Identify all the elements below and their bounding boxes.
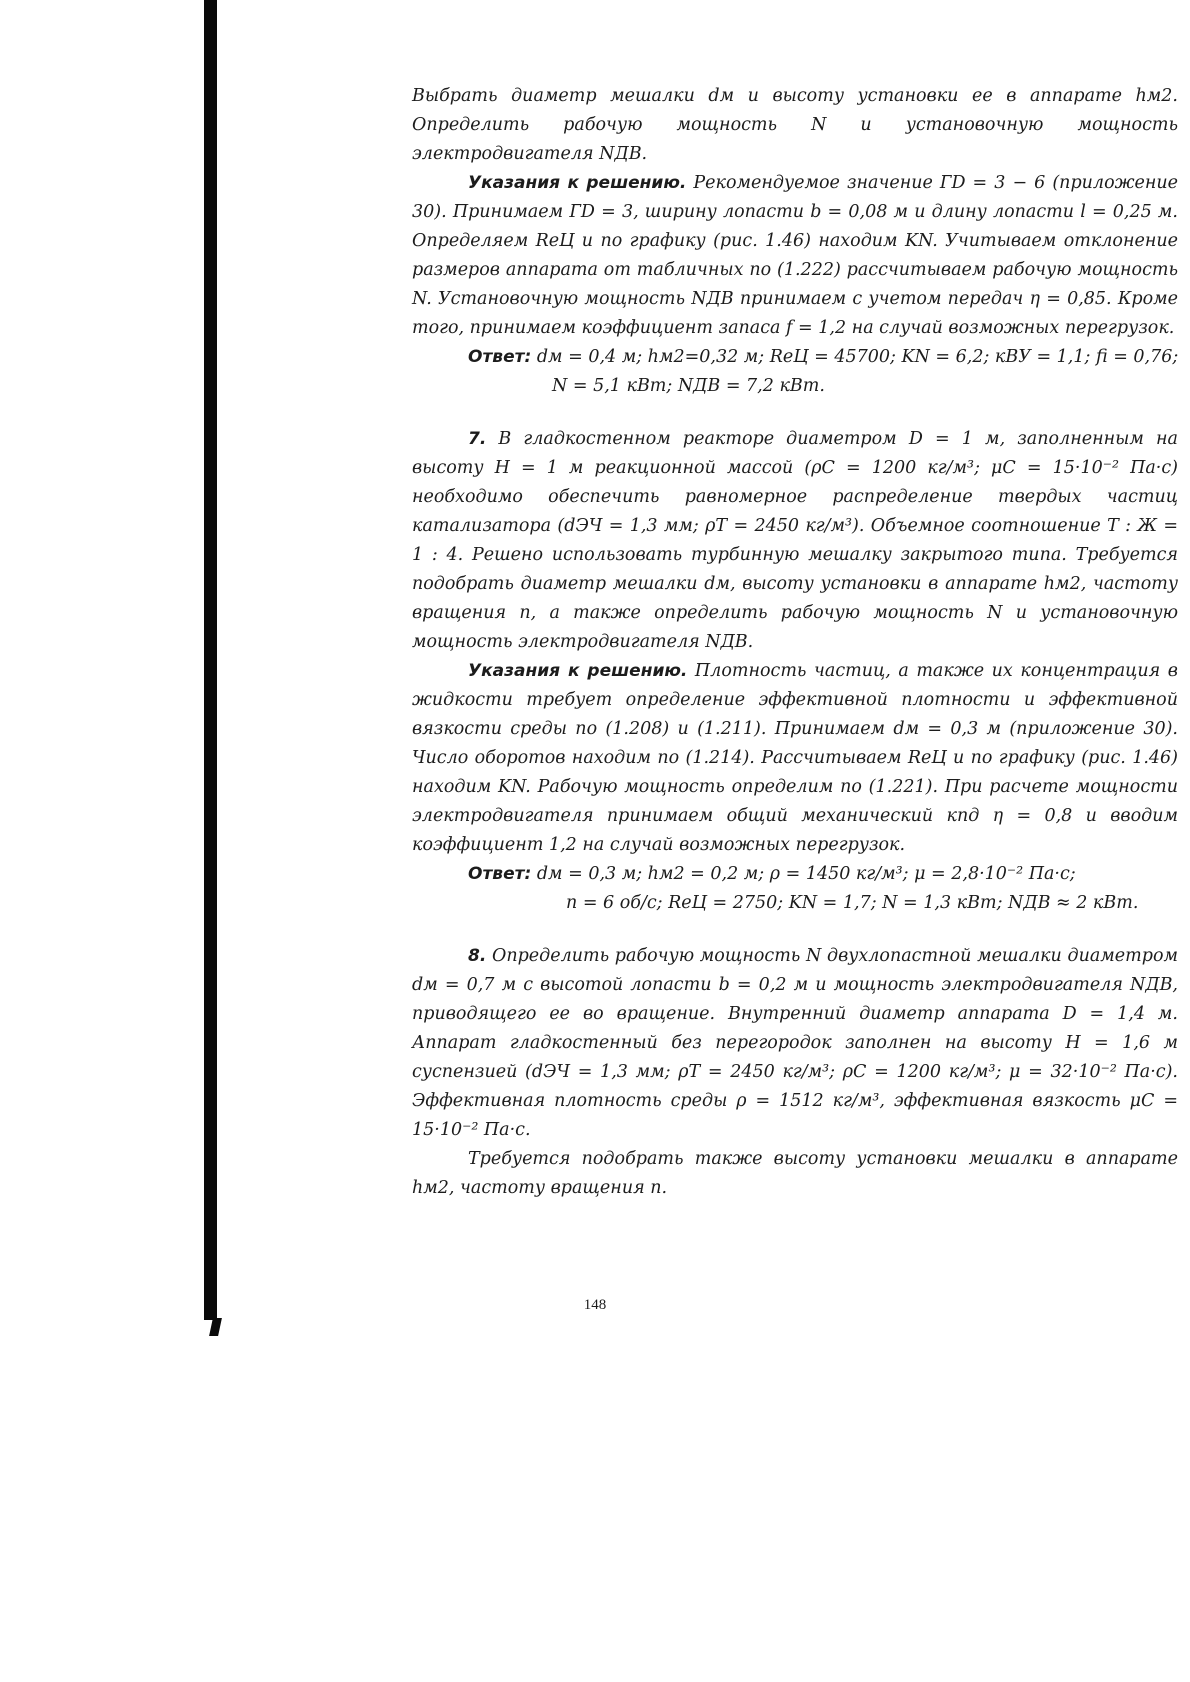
answer-2	[412, 860, 1178, 918]
task-8-number: 8.	[468, 946, 487, 966]
answer-2-line-1	[412, 860, 1178, 889]
hint-2-text: Плотность частиц, а также их концентрация в жидкости требует определение эффективной плотности и эффективной вязкости среды по (1.208) и (1.211). Принимаем dм = 0,3 м (приложение 30). Число оборотов находим по (1.214). Рассчитываем ReЦ и по графику (рис. 1.46) находим KN. Рабочую мощность определим по (1.221). При расчете мощности электродвигателя принимаем общий механический кпд η = 0,8 и вводим коэффициент 1,2 на случай возможных перегрузок.	[412, 661, 1178, 855]
answer-2-line-2: n = 6 об/с; ReЦ = 2750; KN = 1,7; N = 1,3 кВт; NДВ ≈ 2 кВт.	[566, 893, 1139, 913]
answer-1-line-1	[412, 343, 1178, 372]
paragraph-task-8	[412, 942, 1178, 1145]
paragraph-hint-2	[412, 657, 1178, 860]
hint-1-text: Рекомендуемое значение ГD = 3 − 6 (приложение 30). Принимаем ГD = 3, ширину лопасти b = 0,08 м и длину лопасти l = 0,25 м. Определяем ReЦ и по графику (рис. 1.46) находим KN. Учитываем отклонение размеров аппарата от табличных по (1.222) рассчитываем рабочую мощность N. Установочную мощность NДВ принимаем с учетом передач η = 0,85. Кроме того, принимаем коэффициент запаса f = 1,2 на случай возможных перегрузок.	[412, 173, 1179, 338]
task-8-text: Определить рабочую мощность N двухлопастной мешалки диаметром dм = 0,7 м с высотой лопасти b = 0,2 м и мощность электродвигателя NДВ, приводящего ее во вращение. Внутренний диаметр аппарата D = 1,4 м. Аппарат гладкостенный без перегородок заполнен на высоту H = 1,6 м суспензией (dЭЧ = 1,3 мм; ρТ = 2450 кг/м³; ρС = 1200 кг/м³; μ = 32·10⁻² Па·с). Эффективная плотность среды ρ = 1512 кг/м³, эффективная вязкость μС = 15·10⁻² Па·с.	[412, 946, 1178, 1140]
answer-1-heading: Ответ:	[468, 347, 532, 367]
task-7-number: 7.	[468, 429, 487, 449]
binding-shadow	[204, 0, 217, 1320]
paragraph-task-conditions: Выбрать диаметр мешалки dм и высоту установки ее в аппарате hм2. Определить рабочую мощность N и установочную мощность электродвигателя NДВ.	[412, 86, 1178, 164]
paragraph-task-7	[412, 425, 1178, 657]
hint-1-heading: Указания к решению.	[468, 173, 687, 193]
task-7-text: В гладкостенном реакторе диаметром D = 1 м, заполненным на высоту H = 1 м реакционной массой (ρС = 1200 кг/м³; μС = 15·10⁻² Па·с) необходимо обеспечить равномерное распределение твердых частиц катализатора (dЭЧ = 1,3 мм; ρТ = 2450 кг/м³). Объемное соотношение Т : Ж = 1 : 4. Решено использовать турбинную мешалку закрытого типа. Требуется подобрать диаметр мешалки dм, высоту установки в аппарате hм2, частоту вращения n, а также определить рабочую мощность N и установочную мощность электродвигателя NДВ.	[412, 429, 1178, 652]
page-content	[412, 82, 1178, 1203]
answer-1-line-2: N = 5,1 кВт; NДВ = 7,2 кВт.	[552, 376, 825, 396]
paragraph-task-8-continued: Требуется подобрать также высоту установки мешалки в аппарате hм2, частоту вращения n.	[412, 1149, 1178, 1198]
hint-2-heading: Указания к решению.	[468, 661, 688, 681]
answer-2-values-1: dм = 0,3 м; hм2 = 0,2 м; ρ = 1450 кг/м³; μ = 2,8·10⁻² Па·с;	[531, 864, 1076, 884]
binding-mark	[209, 1318, 222, 1336]
answer-1-values-1: dм = 0,4 м; hм2=0,32 м; ReЦ = 45700; KN = 6,2; кВУ = 1,1; fi = 0,76;	[531, 347, 1179, 367]
answer-2-heading: Ответ:	[468, 864, 532, 884]
page-number: 148	[583, 1297, 607, 1313]
paragraph-hint-1	[412, 169, 1178, 343]
answer-1	[412, 343, 1178, 401]
